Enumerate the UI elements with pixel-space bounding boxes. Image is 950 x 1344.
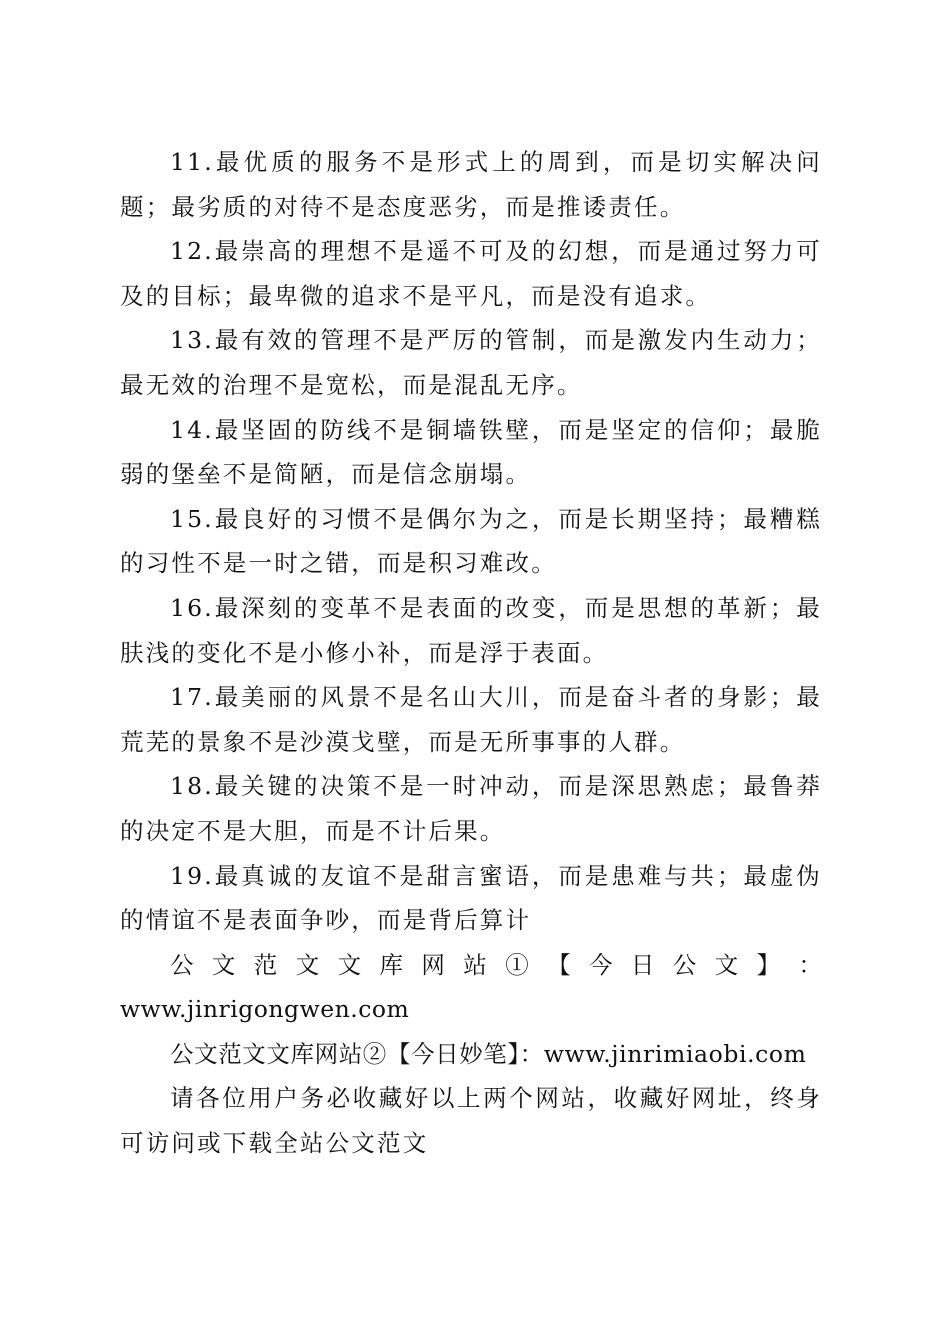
paragraph-18: 18.最关键的决策不是一时冲动，而是深思熟虑；最鲁莽的决定不是大胆，而是不计后果。 xyxy=(120,772,822,845)
site1-url: www.jinrigongwen.com xyxy=(120,995,410,1024)
notice-paragraph: 请各位用户务必收藏好以上两个网站，收藏好网址，终身可访问或下载全站公文范文 xyxy=(120,1084,822,1158)
paragraph-12: 12.最崇高的理想不是遥不可及的幻想，而是通过努力可及的目标；最卑微的追求不是平凡，而是没有追求。 xyxy=(120,237,822,310)
paragraph-16: 16.最深刻的变革不是表面的改变，而是思想的革新；最肤浅的变化不是小修小补，而是浮于表面。 xyxy=(120,593,822,667)
site2-line: 公文范文文库网站②【今日妙笔】：www.jinrimiaobi.com xyxy=(170,1039,807,1068)
paragraph-17: 17.最美丽的风景不是名山大川，而是奋斗者的身影；最荒芜的景象不是沙漠戈壁，而是无所事事的人群。 xyxy=(120,683,822,756)
document-body xyxy=(120,140,822,1166)
paragraph-13: 13.最有效的管理不是严厉的管制，而是激发内生动力；最无效的治理不是宽松，而是混乱无序。 xyxy=(120,326,822,399)
paragraph-19: 19.最真诚的友谊不是甜言蜜语，而是患难与共；最虚伪的情谊不是表面争吵，而是背后算计 xyxy=(120,861,822,935)
site1-label: 公 文 范 文 文 库 网 站 ① 【 今 日 公 文 】 ： xyxy=(170,950,822,979)
paragraph-14: 14.最坚固的防线不是铜墙铁壁，而是坚定的信仰；最脆弱的堡垒不是简陋，而是信念崩塌。 xyxy=(120,415,822,489)
paragraph-15: 15.最良好的习惯不是偶尔为之，而是长期坚持；最糟糕的习性不是一时之错，而是积习难改。 xyxy=(120,504,822,578)
paragraph-11: 11.最优质的服务不是形式上的周到，而是切实解决问题；最劣质的对待不是态度恶劣，而是推诿责任。 xyxy=(120,148,822,221)
